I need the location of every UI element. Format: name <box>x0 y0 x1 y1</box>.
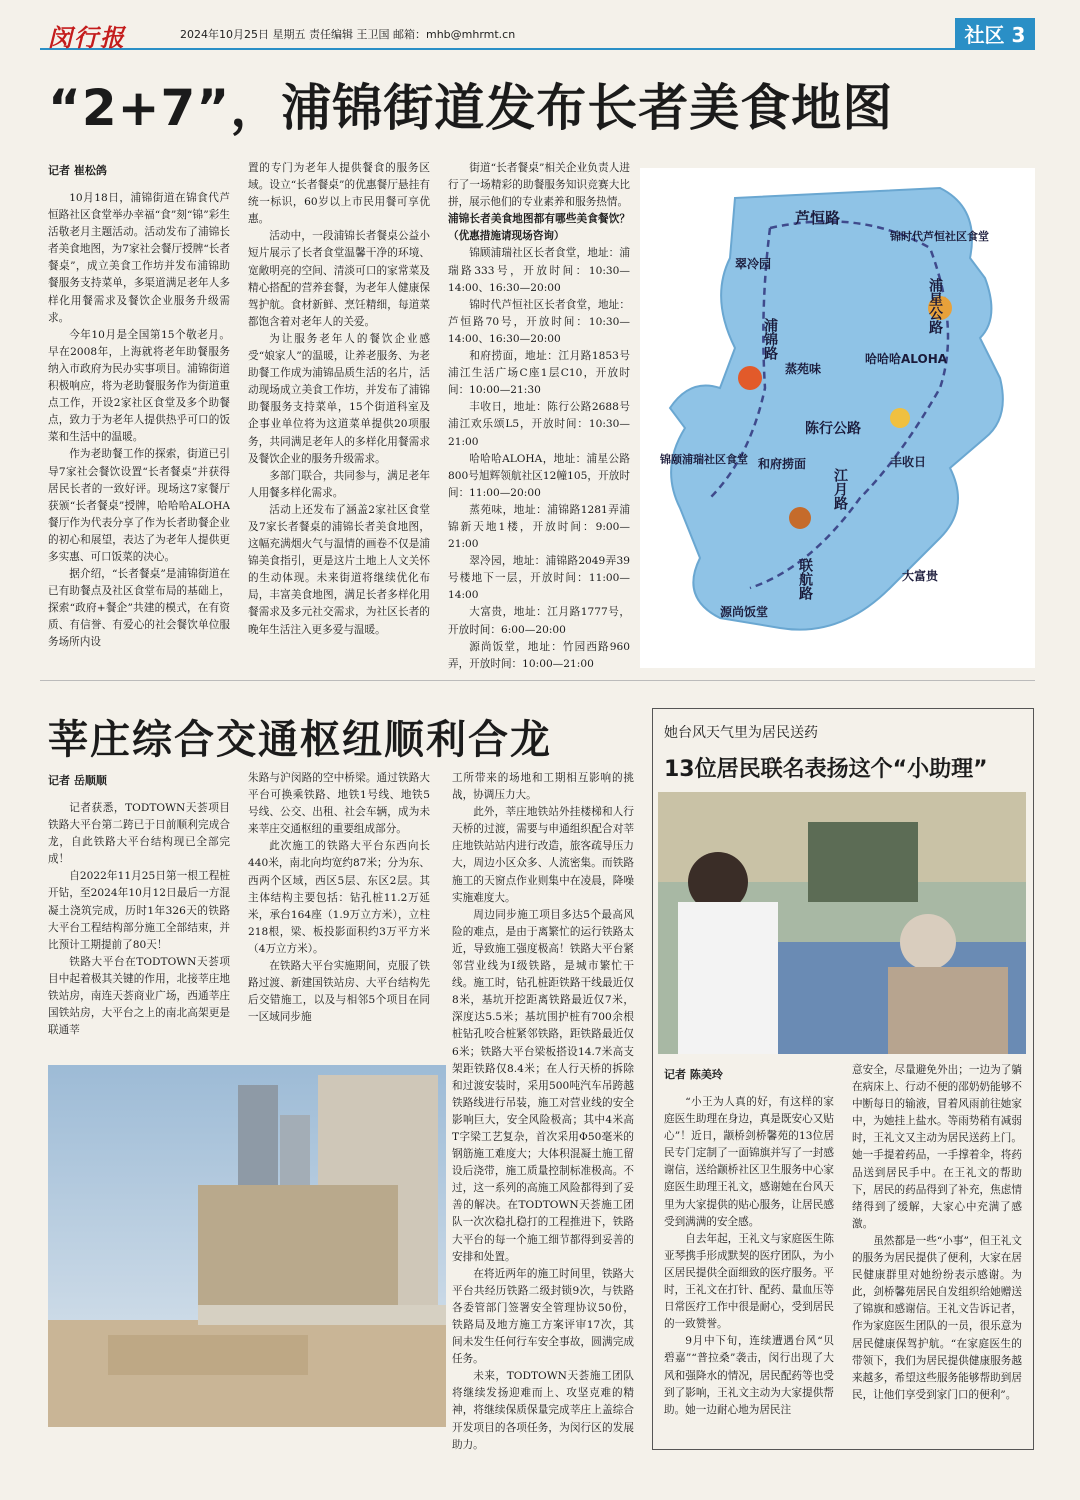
paragraph: 此外，莘庄地铁站外挂楼梯和人行天桥的过渡，需要与申通组织配合对莘庄地铁站站内进行改造，旅客疏导压力大，周边小区众多、人流密集。而铁路施工的天窗点作业则集中在凌晨，降噪实施难度大。 <box>452 806 634 904</box>
restaurant-entry: 锦时代芦恒社区长者食堂，地址：芦恒路70号，开放时间：10:30—14:00、16:30—20:00 <box>448 298 630 345</box>
food-illustration <box>789 507 811 529</box>
headline-3: 13位居民联名表扬这个“小助理” <box>664 757 988 782</box>
map-place-label: 锦颐浦瑞社区食堂 <box>660 453 748 466</box>
map-place-label: 和府捞面 <box>758 457 807 471</box>
masthead <box>40 18 1035 50</box>
restaurant-entry: 源尚饭堂，地址：竹园西路960弄，开放时间：10:00—21:00 <box>448 640 630 670</box>
subheading: 浦锦长者美食地图都有哪些美食餐饮？（优惠措施请现场咨询） <box>448 213 630 243</box>
restaurant-entry: 大富贵，地址：江月路1777号，开放时间：6:00—20:00 <box>448 606 630 636</box>
map-place-label: 翠冷园 <box>735 257 772 271</box>
section-badge: 社区 3 <box>955 18 1035 48</box>
article1-col3 <box>448 160 630 670</box>
paragraph: 置的专门为老年人提供餐食的服务区域。设立“长者餐桌”的优惠餐厅悬挂有统一标识，60岁以上市民用餐可享优惠。 <box>248 162 430 226</box>
paragraph: 据介绍，“长者餐桌”是浦锦街道在已有助餐点及社区食堂布局的基础上，探索“政府+餐企”共建的模式，在有资质、有信誉、有爱心的社会餐饮单位服务场所内设 <box>48 568 230 649</box>
map-road-label: 浦锦路 <box>762 318 778 360</box>
paragraph: 在铁路大平台实施期间，克服了铁路过渡、新建国铁站房、大平台结构先后交错施工，以及与相邻5个项目在同一区域同步施 <box>248 960 430 1024</box>
byline-3: 记者 陈美玲 <box>664 1068 723 1081</box>
paragraph: 街道“长者餐桌”相关企业负责人进行了一场精彩的助餐服务知识竞赛大比拼，展示他们的专业素养和服务热情。 <box>448 162 630 209</box>
map-place-label: 哈哈哈ALOHA <box>865 352 948 366</box>
paragraph: 作为老助餐工作的探索，街道已引导7家社会餐饮设置“长者餐桌”并获得居民长者的一致好评。现场这7家餐厅获颁“长者餐桌”授牌，哈哈哈ALOHA餐厅作为代表分享了作为长者助餐企业的初心和展望，表达了为老年人提供更多实惠、可口饭菜的决心。 <box>48 448 230 563</box>
article2-col2 <box>248 770 430 1060</box>
paragraph: “小王为人真的好，有这样的家庭医生助理在身边，真是既安心又贴心”！近日，颛桥剑桥馨苑的13位居民专门定制了一面锦旗并写了一封感谢信，送给颛桥社区卫生服务中心家庭医生助理王礼文，感谢她在台风天里为大家提供的贴心服务，让居民感受到满满的安全感。 <box>664 1096 834 1228</box>
paragraph: 虽然都是一些“小事”，但王礼文的服务为居民提供了便利，大家在居民健康群里对她纷纷表示感谢。为此，剑桥馨苑居民自发组织给她赠送了锦旗和感谢信。王礼文告诉记者，作为家庭医生团队的一员，很乐意为居民健康保驾护航。“在家庭医生的带领下，我们为居民提供健康服务越来越多，希望这些服务能够帮助到居民，让他们享受到家门口的便利”。 <box>852 1234 1022 1401</box>
byline-2: 记者 岳顺顺 <box>48 774 107 787</box>
map-place-label: 大富贵 <box>902 569 939 583</box>
map-road-label: 浦星公路 <box>927 278 943 334</box>
map-road-label: 芦恒路 <box>795 209 841 227</box>
restaurant-entry: 丰收日，地址：陈行公路2688号浦江欢乐颂L5，开放时间：10:30—21:00 <box>448 401 630 448</box>
restaurant-entry: 哈哈哈ALOHA，地址：浦星公路800号旭辉领航社区12幢105，开放时间：11:00—20:00 <box>448 452 630 499</box>
paragraph: 铁路大平台在TODTOWN天荟项目中起着极其关键的作用，北接莘庄地铁站房，南连天荟商业广场，西通莘庄国铁站房，大平台之上的南北高架更是联通莘 <box>48 955 230 1037</box>
food-illustration <box>890 408 910 428</box>
kicker: 她台风天气里为居民送药 <box>664 725 818 741</box>
paragraph: 朱路与沪闵路的空中桥梁。通过铁路大平台可换乘铁路、地铁1号线、地铁5号线、公交、出租、社会车辆，成为未来莘庄交通枢纽的重要组成部分。 <box>248 772 430 836</box>
article1-col1 <box>48 190 230 670</box>
paragraph: 9月中下旬，连续遭遇台风“贝碧嘉”“普拉桑”袭击，闵行出现了大风和强降水的情况，居民配药等也受到了影响，王礼文主动为大家提供帮助。她一边耐心地为居民注 <box>664 1335 834 1416</box>
section-divider <box>40 680 1035 681</box>
paragraph: 未来，TODTOWN天荟施工团队将继续发扬迎难而上、攻坚克难的精神，将继续保质保量完成莘庄上盖综合开发项目的各项任务，为闵行区的发展助力。 <box>452 1370 634 1451</box>
issue-info: 2024年10月25日 星期五 责任编辑 王卫国 邮箱：mhb@mhrmt.cn <box>180 28 516 41</box>
paragraph: 自2022年11月25日第一根工程桩开钻，至2024年10月12日最后一方混凝土浇筑完成，历时1年326天的铁路大平台工程结构部分施工全部结束，并比预计工期提前了80天！ <box>48 870 230 951</box>
paragraph: 此次施工的铁路大平台东西向长440米，南北向均宽约87米；分为东、西两个区域，西区5层、东区2层。其主体结构主要包括：钻孔桩11.2万延米，承台164座（1.9万立方米），立柱218根，梁、板投影面积约3万平方米（4万立方米）。 <box>248 840 430 955</box>
paragraph: 工所带来的场地和工期相互影响的挑战，协调压力大。 <box>452 772 634 802</box>
newspaper-logo: 闵行报 <box>48 23 126 52</box>
food-illustration <box>738 366 762 390</box>
map-place-label: 蒸苑味 <box>785 362 822 376</box>
article2-col1 <box>48 800 230 1060</box>
paragraph: 今年10月是全国第15个敬老月。早在2008年，上海就将老年助餐服务纳入市政府为民办实事项目。浦锦街道积极响应，将为老助餐服务作为街道重点工作，开设2家社区食堂及多个助餐点，致力于为老年人提供热乎可口的饭菜和生活中的温暖。 <box>48 328 230 444</box>
paragraph: 在将近两年的施工时间里，铁路大平台共经历铁路二级封锁9次，与铁路各委管部门签署安全管理协议50份，铁路局及地方施工方案评审17次，其间未发生任何行车安全事故，圆满完成任务。 <box>452 1267 634 1366</box>
paragraph: 自去年起，王礼文与家庭医生陈亚琴携手形成默契的医疗团队，为小区居民提供全面细致的医疗服务。平时，王礼文在打针、配药、量血压等日常医疗工作中很是耐心，受到居民的一致赞誉。 <box>664 1232 834 1331</box>
paragraph: 10月18日，浦锦街道在锦食代芦恒路社区食堂举办幸福“食”刻“锦”彩生活敬老月主题活动。活动发布了浦锦长者美食地图，为7家社会餐厅授牌“长者餐桌”，成立美食工作坊并发布浦锦助餐服务支持菜单，多渠道满足老年人多样化用餐需求及餐饮企业服务升级需求。 <box>48 192 230 324</box>
article3-col2 <box>852 1062 1022 1442</box>
paragraph: 为让服务老年人的餐饮企业感受“娘家人”的温暖，让养老服务、为老助餐工作成为浦锦品质生活的名片，活动现场成立美食工作坊，并发布了浦锦助餐服务支持菜单，15个街道科室及企事业单位将为这道菜单提供20项服务，共同满足老年人的多样化用餐需求及餐饮企业的服务升级需求。 <box>248 332 430 465</box>
construction-site-photo <box>48 1065 446 1427</box>
article2-col3 <box>452 770 634 1460</box>
paragraph: 活动上还发布了涵盖2家社区食堂及7家长者餐桌的浦锦长者美食地图，这幅充满烟火气与温情的画卷不仅是浦锦美食指引，更是这片土地上人文关怀的生动体现。未来街道将继续优化布局，丰富美食地图，满足长者多样化用餐需求及多元社交需求，为社区长者的晚年生活注入更多爱与温暖。 <box>248 503 430 636</box>
paragraph: 意安全，尽量避免外出；一边为了躺在病床上、行动不便的邵奶奶能够不中断每日的输液，冒着风雨前往她家中，为她挂上盐水。等雨势稍有减弱时，王礼文又主动为居民送药上门。她一手提着药品，一手撑着伞，将药品送到居民手中。在王礼文的帮助下，居民的药品得到了补充，焦虑情绪得到了缓解，大家心中充满了感激。 <box>852 1064 1022 1230</box>
map-place-label: 丰收日 <box>890 455 927 469</box>
restaurant-entry: 和府捞面，地址：江月路1853号浦江生活广场C座1层C10，开放时间：10:00—21:30 <box>448 350 630 397</box>
byline-1: 记者 崔松鸽 <box>48 164 107 177</box>
restaurant-entry: 锦顾浦瑞社区长者食堂，地址：浦瑞路333号，开放时间：10:30—14:00、16:30—20:00 <box>448 247 630 294</box>
paragraph: 活动中，一段浦锦长者餐桌公益小短片展示了长者食堂温馨干净的环境、宽敞明亮的空间、清淡可口的家常菜及精心搭配的营养套餐，为老年人健康保驾护航。食材新鲜、烹饪精细，每道菜都饱含着对老年人的关爱。 <box>248 230 430 328</box>
article3-col1 <box>664 1094 834 1444</box>
map-place-label: 锦时代芦恒社区食堂 <box>890 230 989 243</box>
article1-col2 <box>248 160 430 670</box>
restaurant-entry: 蒸苑味，地址：浦锦路1281弄浦锦新天地1楼，开放时间：9:00—21:00 <box>448 503 630 551</box>
headline-2: 莘庄综合交通枢纽顺利合龙 <box>48 716 552 763</box>
paragraph: 多部门联合，共同参与，满足老年人用餐多样化需求。 <box>248 469 430 499</box>
paragraph: 周边同步施工项目多达5个最高风险的难点，是由于离繁忙的运行铁路太近，导致施工强度极高！铁路大平台紧邻营业线为Ⅰ级铁路，是城市繁忙干线。施工时，钻孔桩距铁路干线最近仅8米，基坑开挖距离铁路最近仅7米，深度达5.5米；基坑围护桩有700余根桩钻孔咬合桩紧邻铁路，距铁路最近仅6米；铁路大平台梁板搭设14.7米高支架距铁路仅8.4米；在人行天桥的拆除和过渡安装时，采用500吨汽车吊跨越铁路线进行吊装，施工对营业线的安全影响巨大，安全风险极高；其中4米高T字梁工艺复杂，首次采用Φ50毫米的钢筋施工难度大；大体积混凝土施工留设后浇带，施工质量控制标准极高。不过，这一系列的高施工风险都得到了妥善的解决。在TODTOWN天荟施工团队一次次稳扎稳打的工程推进下，铁路大平台的每一个施工细节都得到妥善的安排和处置。 <box>452 908 634 1263</box>
nurse-patient-photo <box>658 792 1026 1054</box>
map-road-label: 江月路 <box>832 468 848 510</box>
map-road-label: 陈行公路 <box>805 421 861 437</box>
headline-1: “2+7”，浦锦街道发布长者美食地图 <box>48 79 894 137</box>
map-road-label: 联航路 <box>797 558 813 600</box>
food-map-illustration <box>640 168 1035 668</box>
map-place-label: 源尚饭堂 <box>720 605 769 619</box>
paragraph: 记者获悉，TODTOWN天荟项目铁路大平台第二跨已于日前顺利完成合龙，自此铁路大平台结构现已全部完成！ <box>48 802 230 866</box>
restaurant-entry: 翠冷园，地址：浦锦路2049弄39号楼地下一层，开放时间：11:00—14:00 <box>448 555 630 602</box>
